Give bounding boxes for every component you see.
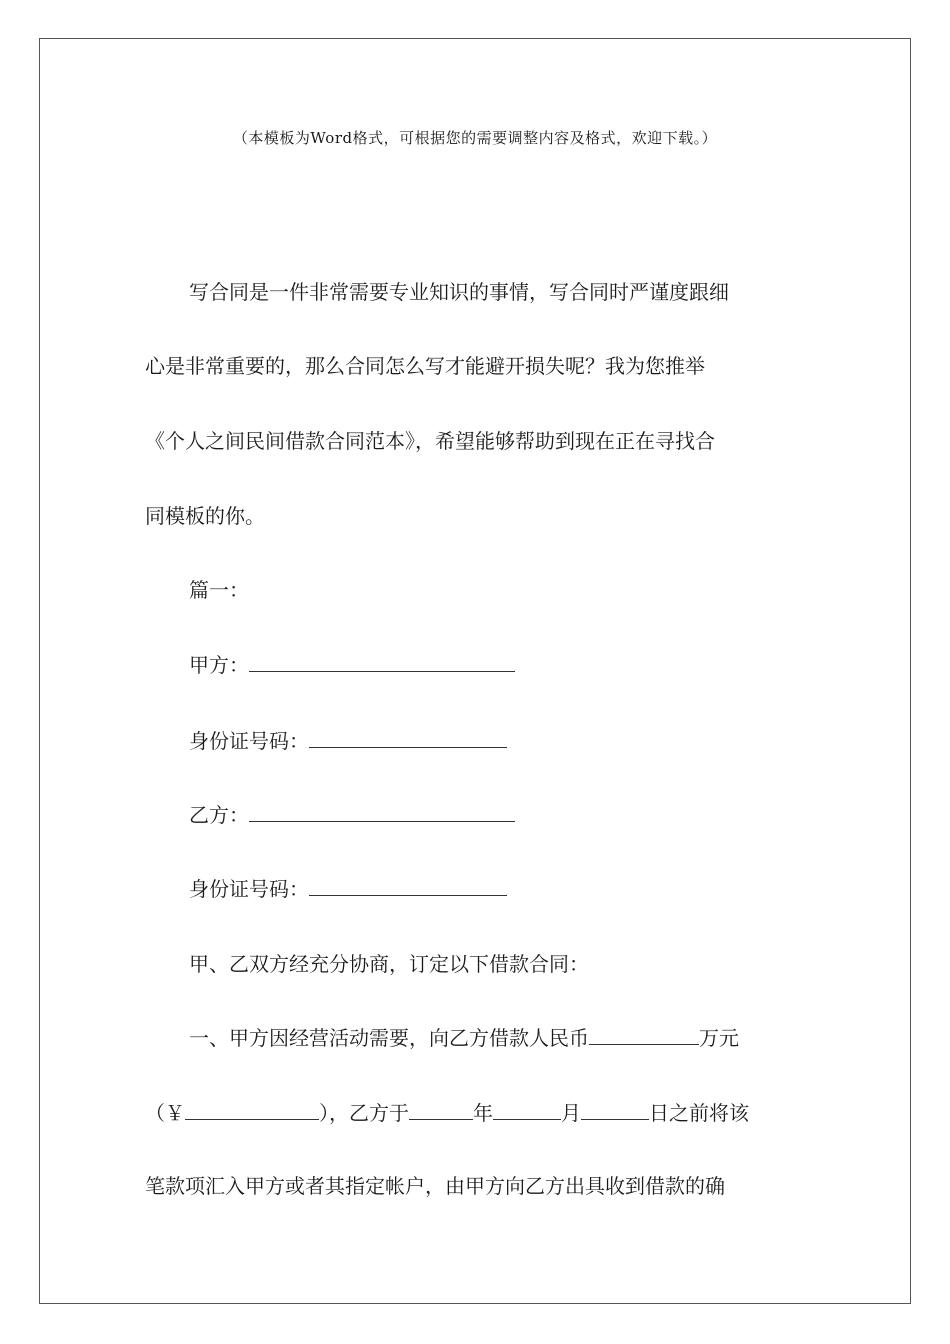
day-blank xyxy=(581,1101,649,1120)
month-blank xyxy=(493,1101,561,1120)
year-label: 年 xyxy=(473,1101,493,1125)
party-b-id-blank xyxy=(309,877,507,896)
template-note: （本模板为Word格式，可根据您的需要调整内容及格式，欢迎下载。） xyxy=(232,129,718,147)
party-a-id-blank xyxy=(309,729,507,748)
currency-open: （￥ xyxy=(145,1101,185,1125)
agreement-line: 甲、乙双方经充分协商，订定以下借款合同： xyxy=(189,952,589,976)
clause1-line1 xyxy=(189,1022,839,1051)
party-a-id-label: 身份证号码： xyxy=(189,729,309,753)
month-label: 月 xyxy=(561,1101,581,1125)
party-b-blank xyxy=(249,803,515,822)
clause1-date-intro: ），乙方于 xyxy=(319,1101,409,1125)
party-a-id-row xyxy=(189,725,839,754)
party-a-blank xyxy=(249,653,515,672)
party-a-row xyxy=(189,649,839,678)
party-b-id-row xyxy=(189,873,839,902)
party-b-id-label: 身份证号码： xyxy=(189,877,309,901)
party-a-label: 甲方： xyxy=(189,653,249,677)
clause1-unit: 万元 xyxy=(699,1026,739,1050)
clause1-line2 xyxy=(145,1097,795,1126)
currency-blank xyxy=(185,1101,319,1120)
clause1-date-end: 日之前将该 xyxy=(649,1101,749,1125)
intro-line-1: 写合同是一件非常需要专业知识的事情，写合同时严谨度跟细 xyxy=(189,280,729,304)
intro-line-4: 同模板的你。 xyxy=(145,504,265,528)
party-b-label: 乙方： xyxy=(189,803,249,827)
intro-line-3: 《个人之间民间借款合同范本》，希望能够帮助到现在正在寻找合 xyxy=(145,429,715,453)
amount-blank xyxy=(589,1026,699,1045)
intro-line-2: 心是非常重要的，那么合同怎么写才能避开损失呢？我为您推举 xyxy=(145,354,705,378)
clause1-line3: 笔款项汇入甲方或者其指定帐户，由甲方向乙方出具收到借款的确 xyxy=(145,1174,725,1198)
year-blank xyxy=(409,1101,473,1120)
party-b-row xyxy=(189,799,839,828)
clause1-text: 一、甲方因经营活动需要，向乙方借款人民币 xyxy=(189,1026,589,1050)
section-title: 篇一： xyxy=(189,578,249,602)
